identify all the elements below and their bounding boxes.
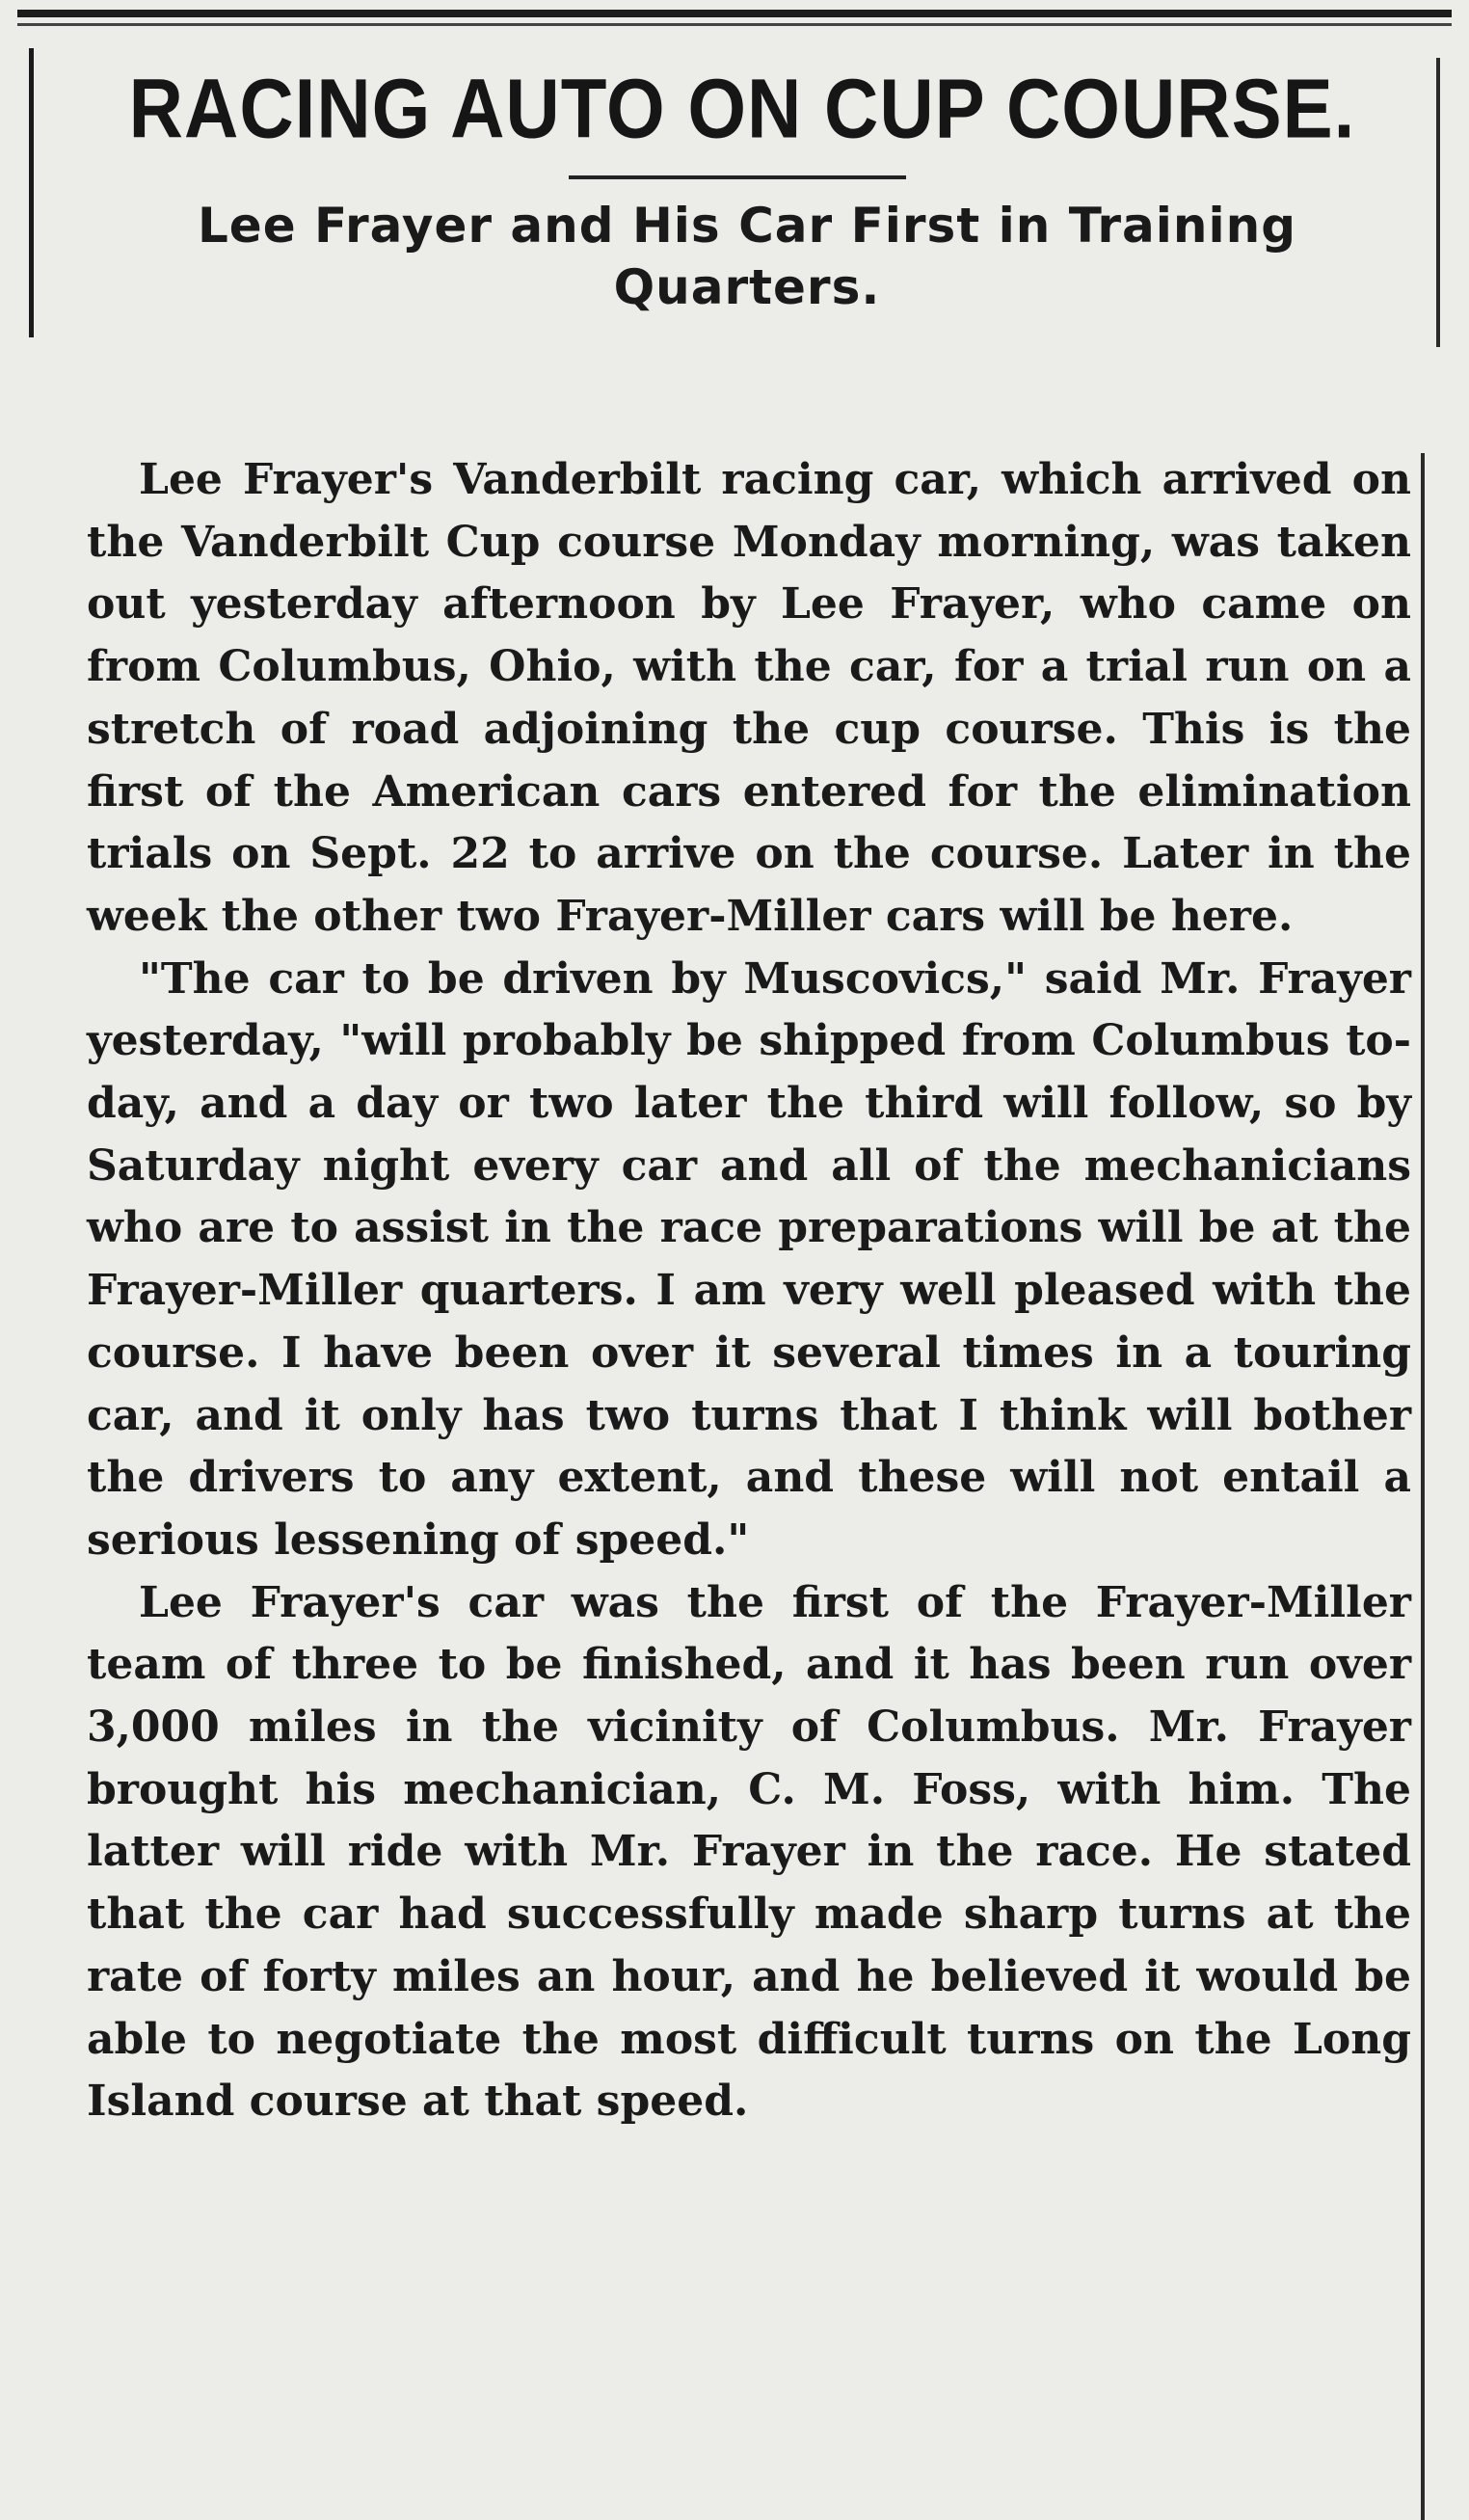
paragraph: Lee Frayer's Vanderbilt racing car, which arrived on the Vanderbilt Cup course Monday morning, was taken out yesterday afternoon by Lee Frayer, who came on from Columbus, Ohio, with the car, for a trial run on a stretch of road adjoining the cup course. This is the first of the American cars entered for the elimination trials on Sept. 22 to arrive on the course. Later in the week the other two Frayer-Miller cars will be here.: [87, 455, 1411, 941]
headline-divider: [569, 175, 906, 179]
top-rule-thin: [17, 23, 1452, 26]
column-rule-right-header: [1436, 58, 1440, 347]
top-rule: [17, 10, 1452, 17]
column-rule-left: [29, 48, 34, 337]
article-body: [87, 449, 1411, 2133]
headline: RACING AUTO ON CUP COURSE.: [128, 61, 1356, 156]
paragraph: Lee Frayer's car was the first of the Frayer-Miller team of three to be finished, and it has been run over 3,000 miles in the vicinity of Columbus. Mr. Frayer brought his mechanician, C. M. Foss, with him. The latter will ride with Mr. Frayer in the race. He stated that the car had successfully made sharp turns at the rate of forty miles an hour, and he believed it would be able to negotiate the most difficult turns on the Long Island course at that speed.: [87, 1577, 1411, 2127]
subheadline: Lee Frayer and His Car First in Training Quarters.: [197, 198, 1297, 315]
paragraph: "The car to be driven by Muscovics," said Mr. Frayer yesterday, "will probably be shipped from Columbus to-day, and a day or two later the third will follow, so by Saturday night every car and all of the mechanicians who are to assist in the race preparations will be at the Frayer-Miller quarters. I am very well pleased with the course. I have been over it several times in a touring car, and it only has two turns that I think will bother the drivers to any extent, and these will not entail a serious lessening of speed.": [87, 953, 1411, 1565]
column-rule-right-body: [1421, 453, 1425, 2520]
